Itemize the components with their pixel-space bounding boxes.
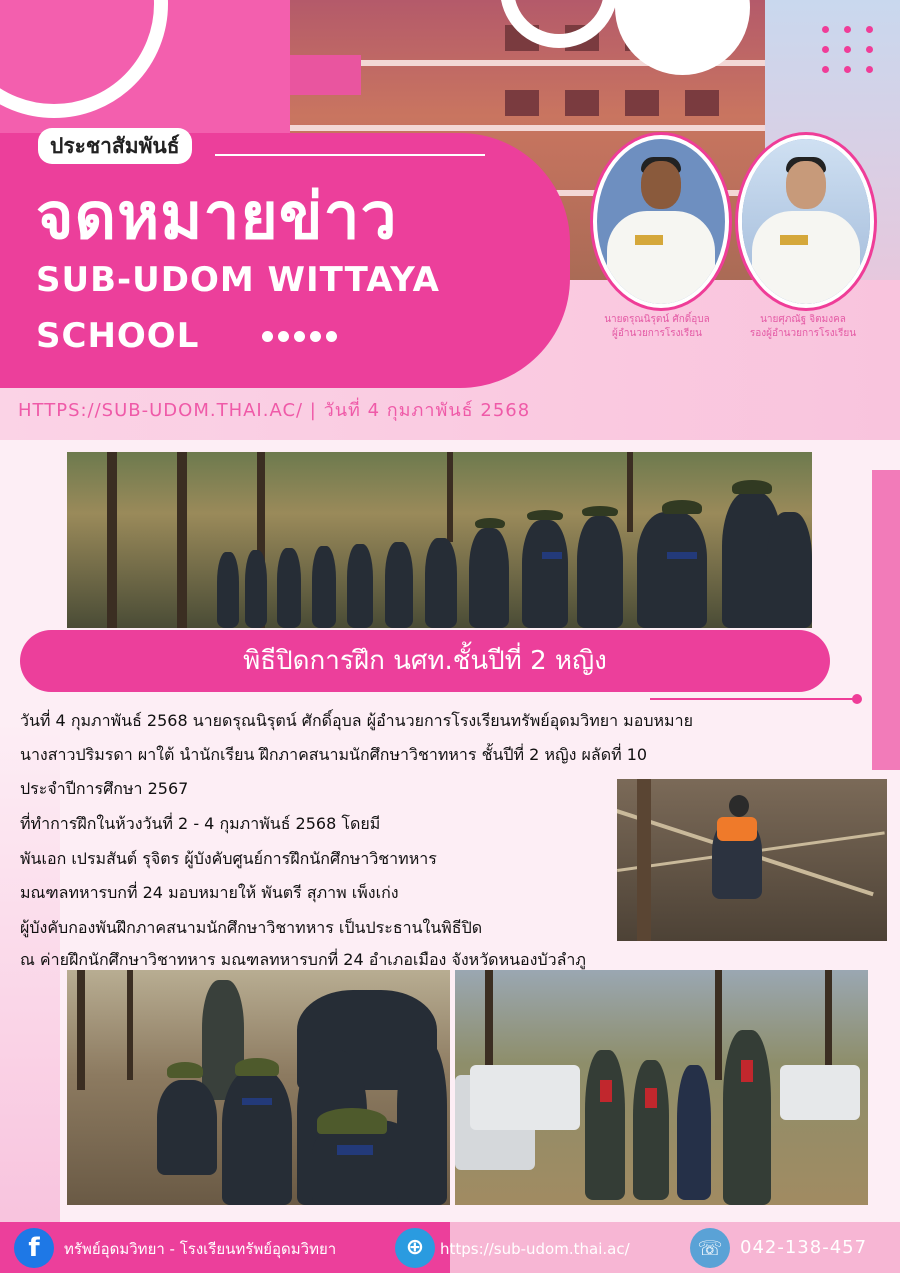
- decorative-dots: [822, 26, 878, 76]
- official-name: นายศุภณัฐ จิตมงคล: [760, 314, 846, 325]
- school-name: SUB-UDOM WITTAYA: [36, 260, 440, 300]
- divider: [215, 154, 485, 156]
- article-line: มณฑลทหารบกที่ 24 มอบหมายให้ พันตรี สุภาพ เพ็งเก่ง: [20, 883, 399, 902]
- cadets-formation-photo: [67, 452, 812, 628]
- url-and-date: HTTPS://SUB-UDOM.THAI.AC/ | วันที่ 4 กุมภาพันธ์ 2568: [18, 400, 531, 421]
- divider: [650, 698, 858, 700]
- official-position: รองผู้อำนวยการโรงเรียน: [749, 328, 857, 339]
- facebook-page-link[interactable]: ทรัพย์อุดมวิทยา - โรงเรียนทรัพย์อุดมวิทยา: [64, 1240, 337, 1258]
- event-caption: พิธีปิดการฝึก นศท.ชั้นปีที่ 2 หญิง: [20, 630, 830, 692]
- official-name: นายดรุณนิรุตน์ ศักดิ์อุบล: [604, 314, 710, 325]
- article-line: วันที่ 4 กุมภาพันธ์ 2568 นายดรุณนิรุตน์ ศักดิ์อุบล ผู้อำนวยการโรงเรียนทรัพย์อุดมวิทยา มอบหมาย: [20, 711, 693, 730]
- cadets-trucks-photo: [455, 970, 868, 1205]
- category-tag: ประชาสัมพันธ์: [38, 128, 192, 164]
- article-line: ประจำปีการศึกษา 2567: [20, 779, 189, 798]
- article-line: ผู้บังคับกองพันฝึกภาคสนามนักศึกษาวิชาทหาร เป็นประธานในพิธีปิด: [20, 918, 483, 937]
- decorative-stripe: [872, 470, 900, 770]
- school-name: SCHOOL: [36, 316, 200, 356]
- article-line: นางสาวปริมรดา ผาใต้ นำนักเรียน ฝึกภาคสนามนักศึกษาวิชาทหาร ชั้นปีที่ 2 หญิง ผลัดที่ 10: [20, 745, 648, 764]
- globe-icon[interactable]: ⊕: [395, 1228, 435, 1268]
- website-link[interactable]: https://sub-udom.thai.ac/: [440, 1240, 630, 1258]
- director-portrait: [593, 135, 729, 308]
- phone-icon[interactable]: ☏: [690, 1228, 730, 1268]
- facebook-icon[interactable]: f: [14, 1228, 54, 1268]
- official-position: ผู้อำนวยการโรงเรียน: [612, 328, 702, 339]
- director-caption: [582, 313, 732, 341]
- divider-dot: [852, 694, 862, 704]
- phone-number[interactable]: 042-138-457: [740, 1237, 868, 1258]
- deputy-director-portrait: [738, 135, 874, 308]
- rope-training-photo: [617, 779, 887, 941]
- article-line: ที่ทำการฝึกในห้วงวันที่ 2 - 4 กุมภาพันธ์ 2568 โดยมี: [20, 814, 381, 833]
- article-line: ณ ค่ายฝึกนักศึกษาวิชาทหาร มณฑลทหารบกที่ 24 อำเภอเมือง จังหวัดหนองบัวลำภู: [20, 950, 586, 969]
- decorative-dots: [262, 327, 342, 346]
- cadets-group-photo: [67, 970, 450, 1205]
- newsletter-title: จดหมายข่าว: [36, 180, 398, 254]
- article-line: พันเอก เปรมสันต์ รุจิตร ผู้บังคับศูนย์การฝึกนักศึกษาวิชาทหาร: [20, 849, 437, 868]
- deputy-caption: [728, 313, 878, 341]
